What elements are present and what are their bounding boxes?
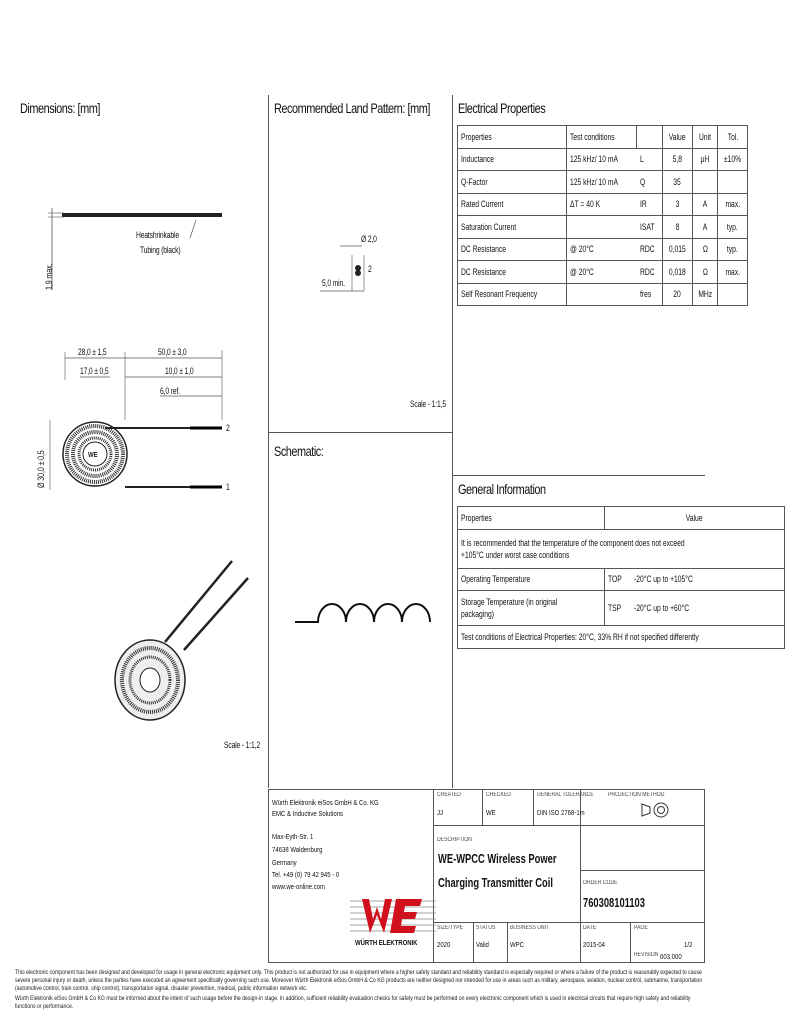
cell: typ. <box>727 221 739 232</box>
cell: Ω <box>702 266 708 277</box>
table-row <box>458 283 748 306</box>
dimensions-scale: Scale - 1:1,2 <box>224 740 260 750</box>
cell: 8 <box>675 221 680 232</box>
cell: Saturation Current <box>461 221 517 232</box>
table-row <box>458 216 748 239</box>
cell: Operating Temperature <box>461 574 531 585</box>
cell: L <box>639 154 644 165</box>
dim-diam30: Ø 30,0 ± 0,5 <box>36 450 46 488</box>
th-value: Value <box>668 131 686 142</box>
table-row <box>458 238 748 261</box>
address-1: Max-Eyth-Str. 1 <box>272 832 314 841</box>
coil-logo: WE <box>88 450 98 459</box>
cell: TSP <box>608 603 622 613</box>
cell: TOP <box>608 574 622 585</box>
cell: ΔT = 40 K <box>569 199 600 210</box>
cell: 35 <box>673 176 682 187</box>
cell: ±10% <box>723 154 742 165</box>
frame-divider-schematic <box>268 432 452 433</box>
land-scale: Scale - 1:1,5 <box>410 399 446 409</box>
cell: A <box>702 221 708 232</box>
cell: IR <box>639 199 647 210</box>
brand-name: WÜRTH ELEKTRONIK <box>355 940 418 947</box>
pin-2-label: 2 <box>226 423 230 433</box>
cell: DC Resistance <box>461 244 507 255</box>
order-code-label: ORDER CODE <box>583 880 618 886</box>
status-value: Valid <box>476 940 489 949</box>
tb-divider-6 <box>507 922 508 963</box>
cell: -20°C up to +105°C <box>634 574 693 585</box>
cell: -20°C up to +60°C <box>634 603 690 613</box>
address-2: 74638 Waldenburg <box>272 845 323 854</box>
electrical-table <box>457 125 748 306</box>
description-line-2: Charging Transmitter Coil <box>438 875 553 890</box>
electrical-title: Electrical Properties <box>458 100 546 116</box>
table-row <box>458 626 785 649</box>
description-line-1: WE-WPCC Wireless Power <box>438 851 557 866</box>
th-test-conditions: Test conditions <box>569 131 615 142</box>
created-label: CREATED <box>437 792 461 798</box>
page-label: PAGE <box>634 925 648 931</box>
general-tol-label: GENERAL TOLERANCE <box>537 792 594 798</box>
frame-divider-general <box>452 475 705 476</box>
th-value: Value <box>686 512 703 523</box>
frame-divider-right <box>452 95 453 788</box>
cell: DC Resistance <box>461 266 507 277</box>
cell: max. <box>725 199 740 210</box>
cell: ISAT <box>639 221 655 232</box>
order-code: 760308101103 <box>583 895 645 910</box>
cell: Self Resonant Frequency <box>461 289 538 300</box>
cell: 20 <box>673 289 682 300</box>
tb-divider-2 <box>482 789 483 825</box>
cell: 125 kHz/ 10 mA <box>569 154 618 165</box>
schematic-title: Schematic: <box>274 443 324 459</box>
business-unit-label: BUSINESS UNIT <box>510 925 550 931</box>
tb-hline-1 <box>433 825 705 826</box>
tb-divider-3 <box>533 789 534 825</box>
country: Germany <box>272 858 297 867</box>
size-label: SIZE/TYPE <box>437 925 464 931</box>
cell: 125 kHz/ 10 mA <box>569 176 618 187</box>
tubing-label-1: Heatshrinkable <box>136 230 179 240</box>
height-label: 1,9 max. <box>44 263 54 290</box>
size-value: 2020 <box>437 940 451 949</box>
table-row <box>458 591 785 626</box>
tb-hline-2 <box>580 870 705 871</box>
cell: fres <box>639 289 651 300</box>
temperature-note: It is recommended that the temperature of the component does not exceed +105°C under worst case conditions <box>461 537 685 560</box>
checked-value: WE <box>486 808 496 817</box>
business-unit-value: WPC <box>510 940 524 949</box>
dim-28: 28,0 ± 1,5 <box>78 347 107 357</box>
cell: @ 20°C <box>569 244 594 255</box>
land-dim5: 5,0 min. <box>322 278 345 288</box>
general-tol-value: DIN ISO 2768-1m <box>537 808 585 817</box>
inductor-symbol <box>290 585 440 635</box>
company-name: Würth Elektronik eiSos GmbH & Co. KG <box>272 798 379 807</box>
land-dim2: 2 <box>368 264 372 274</box>
phone: Tel. +49 (0) 79 42 945 - 0 <box>272 870 340 879</box>
th-unit: Unit <box>698 131 711 142</box>
cell: µH <box>700 154 710 165</box>
table-row <box>458 529 785 568</box>
cell: 0,015 <box>668 244 686 255</box>
cell: A <box>702 199 708 210</box>
th-properties: Properties <box>461 512 492 523</box>
dim-50: 50,0 ± 3,0 <box>158 347 187 357</box>
cell: Rated Current <box>461 199 504 210</box>
dimensions-title: Dimensions: [mm] <box>20 100 100 116</box>
page-value: 1/2 <box>684 940 693 949</box>
created-value: JJ <box>437 808 443 817</box>
cell: Inductance <box>461 154 495 165</box>
land-pattern-title: Recommended Land Pattern: [mm] <box>274 100 430 116</box>
cell: Storage Temperature (in original packaging) <box>461 597 558 619</box>
projection-icon <box>640 800 670 820</box>
cell: Ω <box>702 244 708 255</box>
land-pattern-drawing <box>300 225 400 295</box>
cell: MHz <box>697 289 712 300</box>
tb-divider-5 <box>473 922 474 963</box>
table-row <box>458 148 748 171</box>
table-row <box>458 126 748 149</box>
cell: 5,8 <box>672 154 683 165</box>
frame-divider-left <box>268 95 269 788</box>
cell: RDC <box>639 244 655 255</box>
tb-divider-7 <box>630 922 631 963</box>
general-table <box>457 506 785 649</box>
projection-label: PROJECTION METHOD <box>608 792 665 798</box>
table-row <box>458 507 785 530</box>
disclaimer-2: Würth Elektronik eiSos GmbH & Co KG must be informed about the intent of such usage before the design-in stage. In addition, sufficient reliability evaluation checks for safety must be performed on every electronic component which is used in electrical circuits that require high safety and reliability functions or performance. <box>15 995 691 1010</box>
th-tol: Tol. <box>727 131 738 142</box>
checked-label: CHECKED <box>486 792 511 798</box>
cell: typ. <box>727 244 739 255</box>
cell: Q <box>639 176 645 187</box>
th-properties: Properties <box>461 131 492 142</box>
pin-1-label: 1 <box>226 482 230 492</box>
dimensions-drawing <box>0 120 268 760</box>
dim-6: 6,0 ref. <box>160 386 180 396</box>
cell: Q-Factor <box>461 176 488 187</box>
disclaimer-1: This electronic component has been designed and developed for usage in general electronic equipment only. This product is not authorized for use in equipment where a higher safety standard and reliability standard is especially required or where a failure of the product is reasonably expected to cause severe personal injury or death, unless the parties have executed an agreement specifically governing such use. Moreover Würth Elektronik eiSos GmbH & Co KG products are neither designed nor intended for use in areas such as military, aerospace, aviation, nuclear control, submarine, transportation (automotive control, train control, ship control), transportation signal, disaster prevention, medical, public information network etc. <box>15 969 703 992</box>
website[interactable]: www.we-online.com <box>272 882 326 891</box>
table-row <box>458 193 748 216</box>
cell: max. <box>725 266 740 277</box>
description-label: DESCRIPTION <box>437 837 472 843</box>
date-label: DATE <box>583 925 597 931</box>
land-diam2: Ø 2,0 <box>361 234 377 244</box>
status-label: STATUS <box>476 925 496 931</box>
table-row <box>458 171 748 194</box>
revision-label: REVISION <box>634 952 659 958</box>
general-title: General Information <box>458 481 546 497</box>
tubing-label-2: Tubing (black) <box>140 245 181 255</box>
dim-17: 17,0 ± 0,5 <box>80 366 109 376</box>
cell: @ 20°C <box>569 266 594 277</box>
cell: 0,018 <box>668 266 686 277</box>
company-division: EMC & Inductive Solutions <box>272 809 344 818</box>
date-value: 2015-04 <box>583 940 606 949</box>
dim-10: 10,0 ± 1,0 <box>165 366 194 376</box>
cell: RDC <box>639 266 655 277</box>
table-row <box>458 261 748 284</box>
cell: 3 <box>675 199 680 210</box>
table-row <box>458 568 785 591</box>
we-logo <box>350 895 436 937</box>
revision-value: 003.000 <box>660 952 682 961</box>
test-conditions-note: Test conditions of Electrical Properties: 20°C, 33% RH if not specified differently <box>461 631 699 642</box>
